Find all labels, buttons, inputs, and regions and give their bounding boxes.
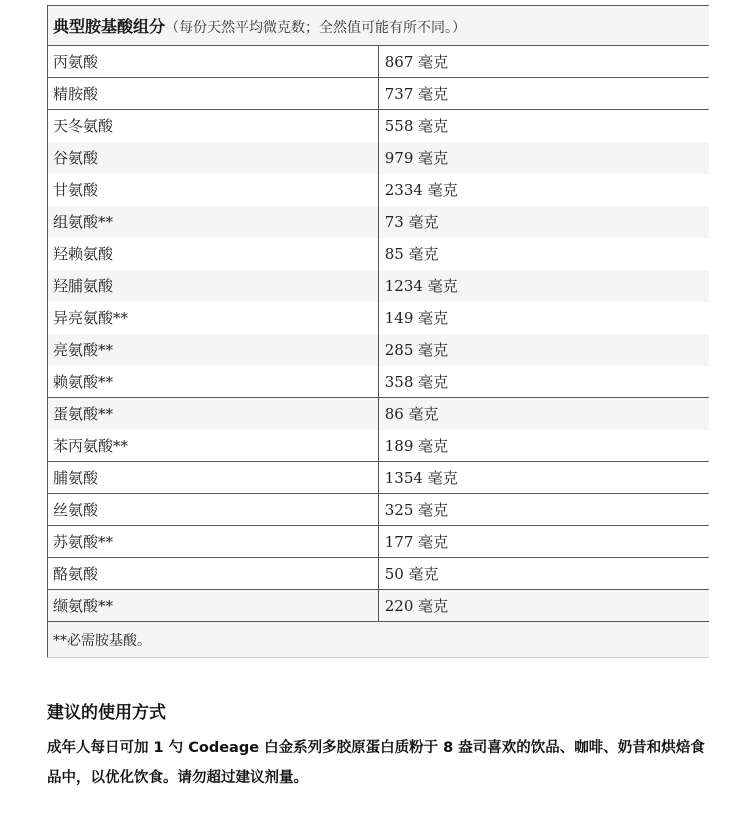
amino-acid-name: 组氨酸** (48, 206, 379, 238)
amino-acid-name: 天冬氨酸 (48, 110, 379, 142)
amino-acid-name: 精胺酸 (48, 78, 379, 110)
table-row (48, 46, 710, 78)
amino-acid-name: 苏氨酸** (48, 526, 379, 558)
table-header-row (48, 6, 710, 46)
table-title: 典型胺基酸组分 (53, 17, 166, 36)
table-row (48, 110, 710, 142)
table-footnote: **必需胺基酸。 (48, 622, 710, 658)
table-row (48, 558, 710, 590)
amino-acid-amount: 358 毫克 (384, 372, 449, 391)
amino-acid-amount: 979 毫克 (378, 142, 709, 174)
usage-title: 建议的使用方式 (47, 703, 166, 723)
amino-acid-amount: 737 毫克 (378, 78, 709, 110)
table-row (48, 302, 710, 334)
amino-acid-amount: 85 毫克 (384, 245, 439, 263)
table-row (48, 398, 710, 430)
table-row (48, 590, 710, 622)
table-row (48, 270, 710, 302)
amino-acid-amount: 285 毫克 (378, 334, 709, 366)
amino-acid-name: 赖氨酸** (48, 366, 379, 398)
table-header-cell (48, 6, 710, 46)
table-footnote-row (48, 622, 710, 658)
amino-acid-name: 羟脯氨酸 (48, 270, 379, 302)
table-subtitle-note: （每份天然平均微克数；全然值可能有所不同。） (165, 20, 467, 36)
amino-acid-amount: 73 毫克 (378, 206, 709, 238)
amino-acid-table (47, 5, 709, 658)
amino-acid-amount: 1234 毫克 (378, 270, 709, 302)
amino-acid-name: 丝氨酸 (48, 494, 379, 526)
table-row (48, 462, 710, 494)
usage-text: 成年人每日可加 1 勺 Codeage 白金系列多胶原蛋白质粉于 8 盎司喜欢的饮品、咖啡、奶昔和烘焙食品中，以优化饮食。请勿超过建议剂量。 (47, 740, 705, 786)
amino-acid-amount: 189 毫克 (384, 436, 449, 455)
amino-acid-amount: 50 毫克 (378, 558, 709, 590)
table-row (48, 238, 710, 270)
table-row (48, 526, 710, 558)
amino-acid-name: 谷氨酸 (48, 142, 379, 174)
amino-acid-amount: 867 毫克 (378, 46, 709, 78)
amino-acid-name: 缬氨酸** (48, 590, 379, 622)
table-row (48, 142, 710, 174)
table-row (48, 430, 710, 462)
amino-acid-name: 酪氨酸 (48, 558, 379, 590)
amino-acid-name: 丙氨酸 (48, 46, 379, 78)
amino-acid-amount: 2334 毫克 (384, 181, 458, 199)
amino-acid-amount: 177 毫克 (378, 526, 709, 558)
amino-acid-name: 亮氨酸** (48, 334, 379, 366)
amino-acid-amount: 558 毫克 (378, 110, 709, 142)
table-row (48, 78, 710, 110)
amino-acid-amount: 149 毫克 (384, 309, 449, 327)
amino-acid-name: 苯丙氨酸** (48, 430, 379, 462)
usage-section (47, 698, 717, 793)
amino-acid-amount: 325 毫克 (378, 494, 709, 526)
amino-acid-amount: 220 毫克 (378, 590, 709, 622)
amino-acid-amount: 86 毫克 (378, 398, 709, 430)
table-row (48, 334, 710, 366)
table-row (48, 494, 710, 526)
table-row (48, 366, 710, 398)
amino-acid-name: 异亮氨酸** (48, 302, 379, 334)
amino-acid-name: 甘氨酸 (48, 174, 379, 206)
amino-acid-name: 蛋氨酸** (48, 398, 379, 430)
table-row (48, 206, 710, 238)
amino-acid-name: 羟赖氨酸 (48, 238, 379, 270)
amino-acid-amount: 1354 毫克 (378, 462, 709, 494)
amino-acid-name: 脯氨酸 (48, 462, 379, 494)
amino-acid-table-container (47, 5, 709, 658)
table-row (48, 174, 710, 206)
